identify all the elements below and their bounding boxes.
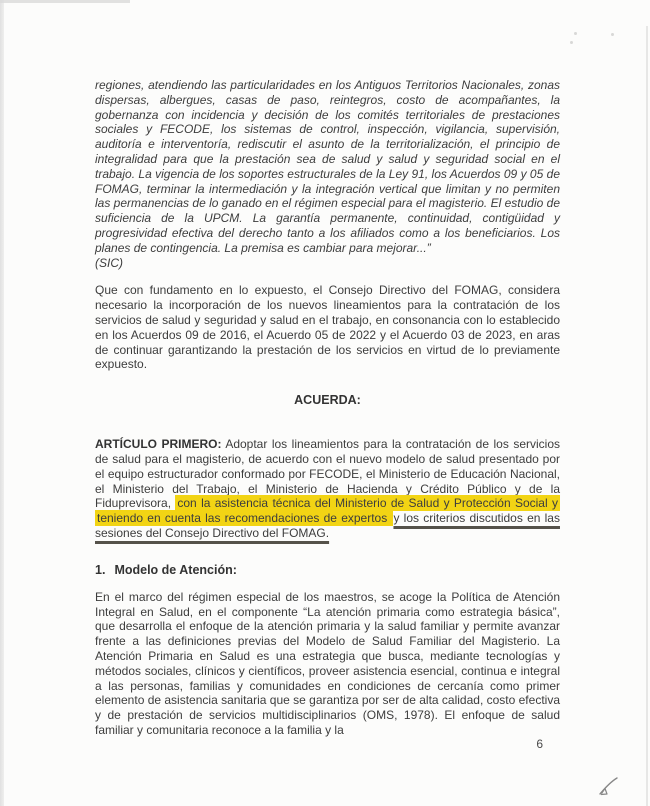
scan-speck — [574, 32, 577, 35]
underlined-text: y los criterios discutidos en las sesiones del Consejo Directivo del FOMAG. — [95, 511, 560, 540]
page-number: 6 — [536, 737, 543, 751]
sic-marker: (SIC) — [95, 255, 123, 270]
section-heading-modelo — [95, 563, 560, 577]
highlighted-text: con la asistencia técnica del Ministerio de Salud y Protección Social y teniendo en cuenta las recomendaciones de expertos — [97, 496, 558, 526]
document-body — [95, 0, 560, 738]
handwritten-initial-mark — [596, 775, 622, 799]
considerations-paragraph: Que con fundamento en lo expuesto, el Consejo Directivo del FOMAG, considera necesario la incorporación de los nuevos lineamientos para la contratación de los servicios de salud y seguridad y salud en el trabajo, en consonancia con lo establecido en los Acuerdos 09 de 2016, el Acuerdo 05 de 2022 y el Acuerdo 03 de 2023, en aras de continuar garantizando la prestación de los servicios en virtud de lo previamente expuesto. — [95, 283, 560, 372]
quote-text: regiones, atendiendo las particularidades en los Antiguos Territorios Nacionales, zonas dispersas, albergues, casas de paso, reintegros, costo de acompañantes, la gobernanza con incidencia y decisión de los comités territoriales de prestaciones sociales y FECODE, los sistemas de control, inspección, vigilancia, supervisión, auditoría e interventoría, rediscutir el asunto de la territorialización, el principio de integralidad para que la prestación sea de salud y salud y seguridad social en el trabajo. La vigencia de los soportes estructurales de la Ley 91, los Acuerdos 09 y 05 de FOMAG, terminar la intermediación y la integración vertical que limitan y no permiten las permanencias de lo ganado en el régimen especial para el magisterio. El estudio de suficiencia de la UPCM. La garantía permanente, continuidad, contigüidad y progresividad efectiva del derecho tanto a los afiliados como a los beneficiarios. Los planes de contingencia. La premisa es cambiar para mejorar...” — [95, 78, 560, 255]
scan-edge-right — [646, 26, 648, 806]
article-first-text: Adoptar los lineamientos para la contratación de los servicios de salud para el magisterio, de acuerdo con el nuevo modelo de salud presentado por el equipo estructurador conformado por FECODE, el Ministerio de Educación Nacional, el Ministerio del Trabajo, el Ministerio de Hacienda y Crédito Público y de la Fiduprevisora, — [95, 437, 561, 511]
scan-edge-left — [0, 0, 4, 806]
section-title: Modelo de Atención: — [114, 562, 237, 577]
article-first-paragraph — [95, 437, 560, 541]
scan-speck — [570, 41, 573, 44]
quoted-passage — [95, 78, 560, 270]
modelo-paragraph: En el marco del régimen especial de los maestros, se acoge la Política de Atención Integral en Salud, en el componente “La atención primaria como estrategia básica”, que desarrolla el enfoque de la atención primaria y la salud familiar y permite avanzar frente a las definiciones previas del Modelo de Salud Familiar del Magisterio. La Atención Primaria en Salud es una estrategia que busca, mediante tecnologías y métodos sociales, clínicos y científicos, proveer asistencia esencial, continua e integral a las personas, familias y comunidades en condiciones de cercanía como primer elemento de asistencia sanitaria que se garantiza por ser de alta calidad, costo efectiva y de prestación de servicios multidisciplinarios (OMS, 1978). El enfoque de salud familiar y comunitaria reconoce a la familia y la — [95, 589, 560, 737]
article-first-label: ARTÍCULO PRIMERO: — [95, 437, 222, 452]
section-number: 1. — [95, 562, 106, 577]
acuerda-heading: ACUERDA: — [294, 393, 361, 408]
scan-speck — [611, 33, 614, 36]
